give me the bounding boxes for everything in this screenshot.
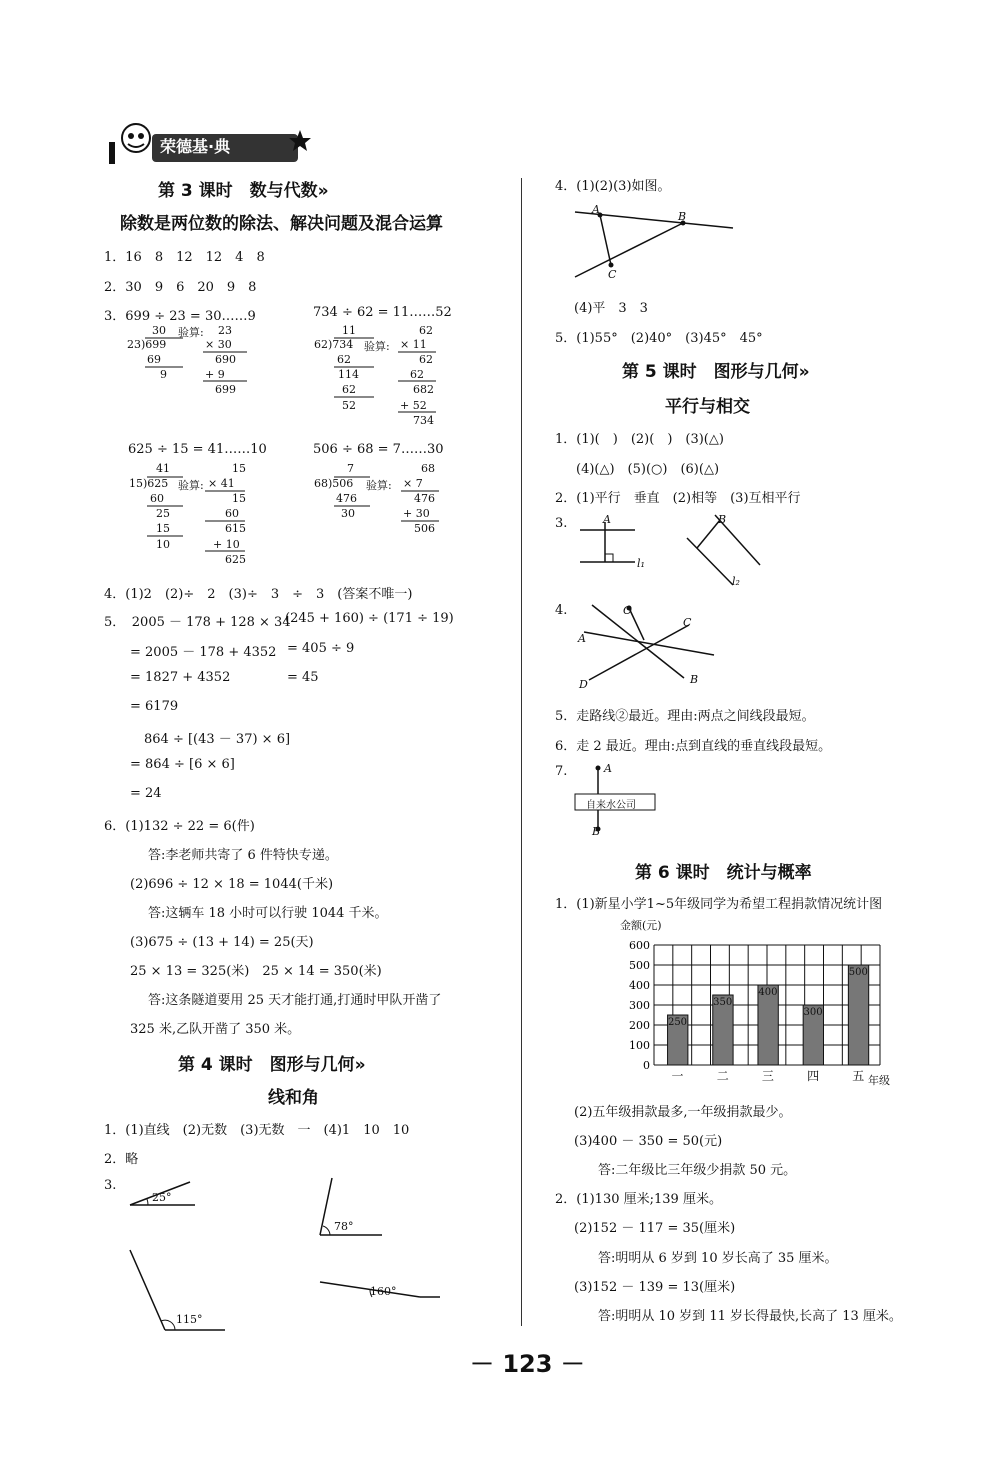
- p3-label-a: A: [603, 513, 611, 526]
- angle-label-115: 115°: [176, 1313, 203, 1326]
- section-4-subtitle: 线和角: [268, 1088, 319, 1108]
- answer-5c: = 2005 － 178 + 4352: [130, 645, 277, 660]
- p4-label-a: A: [578, 632, 586, 645]
- r-answer-4: 4．(1)(2)(3)如图。: [555, 179, 671, 194]
- parallel-answer-1b: (4)(△) (5)(○) (6)(△): [576, 462, 720, 477]
- fig-label-a: A: [592, 203, 600, 216]
- answer-4: 4．(1)2 (2)÷ 2 (3)÷ 3 ÷ 3 (答案不唯一): [104, 587, 413, 602]
- column-divider: [521, 178, 522, 1326]
- publisher-logo: [104, 128, 314, 162]
- section-4-title: 第 4 课时 图形与几何»: [178, 1055, 366, 1075]
- angle-label-160: 160°: [370, 1285, 397, 1298]
- answer-6g: 答:这条隧道要用 25 天才能打通,打通时甲队开凿了: [148, 993, 442, 1008]
- water-company-box: 自来水公司: [586, 800, 636, 811]
- parallel-lines-figure: [574, 600, 724, 690]
- p4-label-c: C: [683, 616, 692, 629]
- parallel-answer-4: 4.: [555, 603, 568, 618]
- x-tick-label: 四: [807, 1069, 820, 1083]
- stats-answer-1: 1．(1)新星小学1~5年级同学为希望工程捐款情况统计图: [555, 897, 883, 912]
- p3-label-l2: l₂: [732, 575, 740, 588]
- y-tick-label: 600: [629, 939, 650, 952]
- stats-answer-1b: (2)五年级捐款最多,一年级捐款最少。: [574, 1105, 792, 1120]
- answer-5b: (245 + 160) ÷ (171 ÷ 19): [285, 611, 454, 626]
- p4-label-d: D: [579, 678, 588, 691]
- angle-label-78: 78°: [334, 1220, 354, 1233]
- stats-answer-1c: (3)400 － 350 = 50(元): [574, 1134, 723, 1149]
- answer-5e: = 1827 + 4352: [130, 670, 231, 685]
- p3-label-b: B: [718, 513, 727, 526]
- lines-answer-3: 3.: [104, 1178, 117, 1193]
- answer-6a: 6．(1)132 ÷ 22 = 6(件): [104, 819, 255, 834]
- answer-5d: = 405 ÷ 9: [287, 641, 355, 656]
- section-6-title: 第 6 课时 统计与概率: [635, 863, 812, 883]
- stats-answer-2e: 答:明明从 10 岁到 11 岁长得最快,长高了 13 厘米。: [598, 1309, 902, 1324]
- bar-value-label: 300: [803, 1007, 823, 1018]
- lines-answer-1: 1．(1)直线 (2)无数 (3)无数 一 (4)1 10 10: [104, 1123, 410, 1138]
- r-answer-4b: (4)平 3 3: [574, 301, 648, 316]
- y-tick-label: 100: [629, 1039, 650, 1052]
- answer-5h: 864 ÷ [(43 － 37) × 6]: [144, 732, 291, 747]
- answer-1: 1．16 8 12 12 4 8: [104, 250, 265, 265]
- angle-drawings: [120, 1170, 540, 1330]
- stats-answer-2c: 答:明明从 6 岁到 10 岁长高了 35 厘米。: [598, 1251, 838, 1266]
- r-answer-5: 5．(1)55° (2)40° (3)45° 45°: [555, 331, 763, 346]
- answer-5f: = 45: [287, 670, 319, 685]
- x-tick-label: 五: [852, 1069, 865, 1083]
- answer-5a: 5． 2005 － 178 + 128 × 34: [104, 615, 291, 630]
- p4-label-o: O: [623, 604, 633, 617]
- p3-label-l1: l₁: [637, 557, 645, 570]
- p7-label-a: A: [604, 762, 612, 775]
- donation-bar-chart: [620, 935, 920, 1085]
- stats-answer-2a: 2．(1)130 厘米;139 厘米。: [555, 1192, 722, 1207]
- page-number: － 123 －: [470, 1350, 585, 1378]
- bar-value-label: 400: [758, 987, 778, 998]
- logo-text: 荣德基·典: [160, 137, 231, 156]
- answer-5j: = 24: [130, 786, 162, 801]
- y-tick-label: 300: [629, 999, 650, 1012]
- y-tick-label: 200: [629, 1019, 650, 1032]
- chart-xlabel: 年级: [868, 1074, 890, 1087]
- bar-value-label: 350: [713, 997, 733, 1008]
- answer-3a: 3．699 ÷ 23 = 30……9: [104, 309, 256, 324]
- section-5-subtitle: 平行与相交: [665, 397, 750, 417]
- answer-2: 2．30 9 6 20 9 8: [104, 280, 257, 295]
- bar-value-label: 500: [848, 967, 868, 978]
- parallel-answer-2: 2．(1)平行 垂直 (2)相等 (3)互相平行: [555, 491, 801, 506]
- lines-answer-2: 2．略: [104, 1152, 139, 1167]
- answer-6e: (3)675 ÷ (13 + 14) = 25(天): [130, 935, 314, 950]
- angle-label-25: 25°: [152, 1191, 172, 1204]
- stats-answer-2d: (3)152 － 139 = 13(厘米): [574, 1280, 736, 1295]
- stats-answer-2b: (2)152 － 117 = 35(厘米): [574, 1221, 736, 1236]
- answer-6f: 25 × 13 = 325(米) 25 × 14 = 350(米): [130, 964, 382, 979]
- parallel-answer-7: 7.: [555, 764, 568, 779]
- p4-label-b: B: [690, 673, 699, 686]
- y-tick-label: 500: [629, 959, 650, 972]
- x-tick-label: 三: [761, 1069, 774, 1083]
- triangle-figure: [575, 205, 735, 280]
- answer-3b: 734 ÷ 62 = 11……52: [313, 305, 452, 320]
- fig-label-c: C: [608, 268, 617, 281]
- p7-label-b: B: [592, 825, 601, 838]
- section-3-subtitle: 除数是两位数的除法、解决问题及混合运算: [120, 214, 443, 234]
- answer-3c: 625 ÷ 15 = 41……10: [128, 442, 267, 457]
- stats-answer-1d: 答:二年级比三年级少捐款 50 元。: [598, 1163, 797, 1178]
- answer-6d: 答:这辆车 18 小时可以行驶 1044 千米。: [148, 906, 388, 921]
- answer-6c: (2)696 ÷ 12 × 18 = 1044(千米): [130, 877, 334, 892]
- answer-3d: 506 ÷ 68 = 7……30: [313, 442, 444, 457]
- parallel-answer-5: 5．走路线②最近。理由:两点之间线段最短。: [555, 709, 815, 724]
- section-3-title: 第 3 课时 数与代数»: [158, 181, 329, 201]
- y-tick-label: 400: [629, 979, 650, 992]
- x-tick-label: 一: [671, 1069, 684, 1083]
- parallel-answer-1a: 1．(1)( ) (2)( ) (3)(△): [555, 432, 724, 447]
- answer-6h: 325 米,乙队开凿了 350 米。: [130, 1022, 301, 1037]
- answer-5i: = 864 ÷ [6 × 6]: [130, 757, 235, 772]
- y-tick-label: 0: [643, 1059, 650, 1072]
- answer-6b: 答:李老师共寄了 6 件特快专递。: [148, 848, 338, 863]
- answer-5g: = 6179: [130, 699, 179, 714]
- section-5-title: 第 5 课时 图形与几何»: [622, 362, 810, 382]
- bar: [848, 965, 868, 1065]
- chart-ylabel: 金额(元): [620, 919, 662, 932]
- fig-label-b: B: [678, 210, 687, 223]
- x-tick-label: 二: [716, 1069, 729, 1083]
- bar-value-label: 250: [667, 1017, 688, 1028]
- parallel-answer-6: 6．走 2 最近。理由:点到直线的垂直线段最短。: [555, 739, 832, 754]
- parallel-answer-3: 3.: [555, 516, 568, 531]
